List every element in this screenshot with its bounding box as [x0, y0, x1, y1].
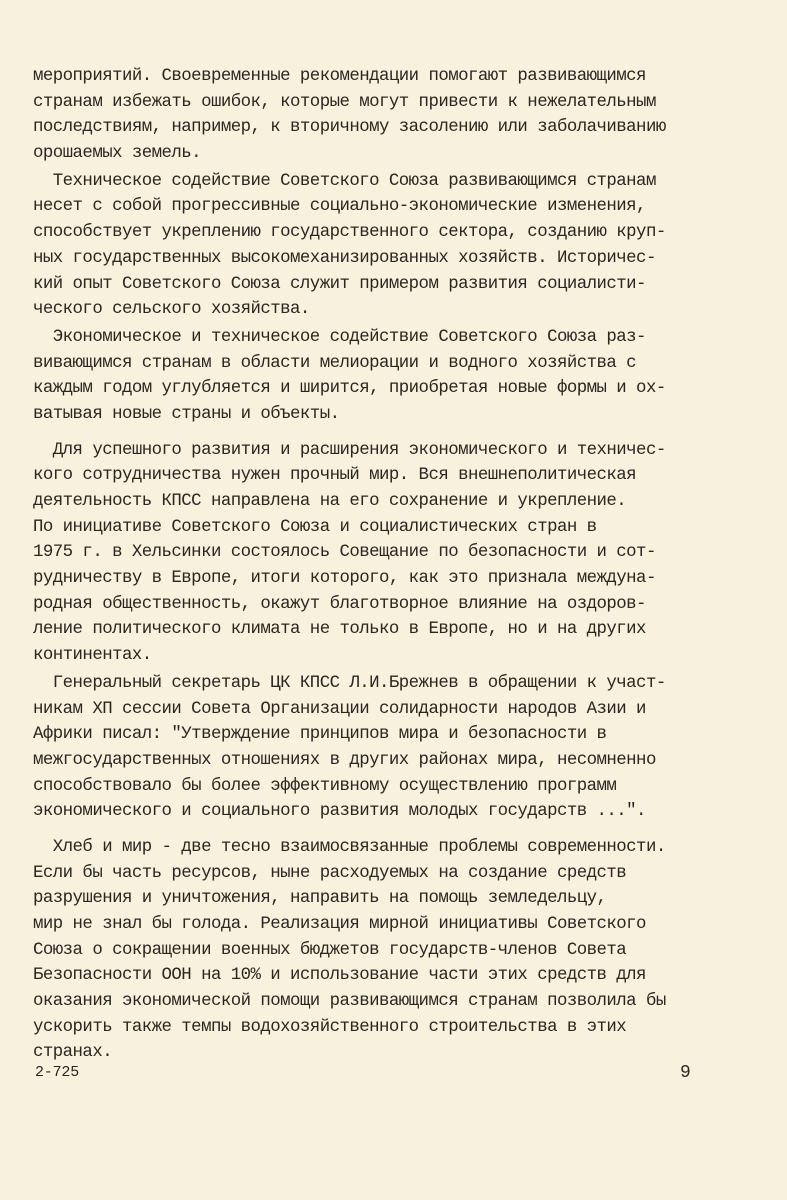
text-line: оказания экономической помощи развивающимся странам позволила бы: [33, 992, 666, 1012]
text-line: последствиям, например, к вторичному засолению или заболачиванию: [33, 118, 666, 138]
paragraph-4: [33, 438, 723, 669]
body-text: [33, 64, 723, 1066]
text-line: Для успешного развития и расширения экономического и техничес-: [33, 440, 666, 460]
text-line: Если бы часть ресурсов, ныне расходуемых на создание средств: [33, 863, 627, 883]
text-line: Безопасности ООН на 10% и использование части этих средств для: [33, 966, 646, 986]
text-line: мир не знал бы голода. Реализация мирной инициативы Советского: [33, 915, 646, 934]
text-line: ных государственных высокомеханизированных хозяйств. Историчес-: [33, 248, 656, 268]
paragraph-1: [33, 64, 723, 167]
text-line: Африки писал: "Утверждение принципов мира и безопасности в: [33, 725, 607, 745]
text-line: кого сотрудничества нужен прочный мир. Вся внешнеполитическая: [33, 466, 637, 486]
text-line: странам избежать ошибок, которые могут привести к нежелательным: [33, 92, 656, 112]
paragraph-2: [33, 169, 723, 323]
paragraph-6: [33, 835, 723, 1066]
text-line: странах.: [33, 1043, 113, 1063]
printer-signature: 2-725: [35, 1064, 80, 1081]
text-line: способствует укреплению государственного сектора, созданию круп-: [33, 223, 666, 243]
page-number: 9: [680, 1063, 691, 1083]
text-line: мероприятий. Своевременные рекомендации помогают развивающимся: [33, 67, 646, 86]
text-line: деятельность КПСС направлена на его сохранение и укрепление.: [33, 492, 627, 511]
text-line: 1975 г. в Хельсинки состоялось Совещание по безопасности и сот-: [33, 543, 656, 563]
text-line: кий опыт Советского Союза служит примером развития социалисти-: [33, 274, 646, 294]
text-line: родная общественность, окажут благотворное влияние на оздоров-: [33, 594, 646, 614]
text-line: рудничеству в Европе, итоги которого, как это признала междуна-: [33, 569, 656, 589]
text-line: вивающимся странам в области мелиорации и водного хозяйства с: [33, 353, 637, 373]
text-line: разрушения и уничтожения, направить на помощь земледельцу,: [33, 889, 607, 909]
text-line: континентах.: [33, 646, 152, 666]
text-line: способствовало бы более эффективному осуществлению программ: [33, 776, 617, 796]
text-line: каждым годом углубляется и ширится, приобретая новые формы и ох-: [33, 379, 666, 399]
text-line: ускорить также темпы водохозяйственного строительства в этих: [33, 1017, 627, 1037]
text-line: ческого сельского хозяйства.: [33, 300, 310, 320]
text-line: Генеральный секретарь ЦК КПСС Л.И.Брежнев в обращении к участ-: [33, 673, 666, 693]
text-line: ватывая новые страны и объекты.: [33, 404, 340, 424]
text-line: ление политического климата не только в Европе, но и на других: [33, 620, 646, 640]
text-line: экономического и социального развития молодых государств ...".: [33, 802, 646, 822]
text-line: межгосударственных отношениях в других районах мира, несомненно: [33, 750, 656, 770]
text-line: По инициативе Советского Союза и социалистических стран в: [33, 517, 597, 537]
paragraph-3: [33, 325, 723, 428]
text-line: никам XП сессии Совета Организации солидарности народов Азии и: [33, 699, 646, 719]
text-line: Союза о сокращении военных бюджетов государств-членов Совета: [33, 940, 627, 960]
text-line: несет с собой прогрессивные социально-экономические изменения,: [33, 197, 646, 217]
text-line: орошаемых земель.: [33, 144, 202, 164]
text-line: Хлеб и мир - две тесно взаимосвязанные проблемы современности.: [33, 837, 666, 857]
paragraph-5: [33, 671, 723, 825]
text-line: Техническое содействие Советского Союза развивающимся странам: [33, 171, 656, 191]
text-line: Экономическое и техническое содействие Советского Союза раз-: [33, 327, 646, 347]
